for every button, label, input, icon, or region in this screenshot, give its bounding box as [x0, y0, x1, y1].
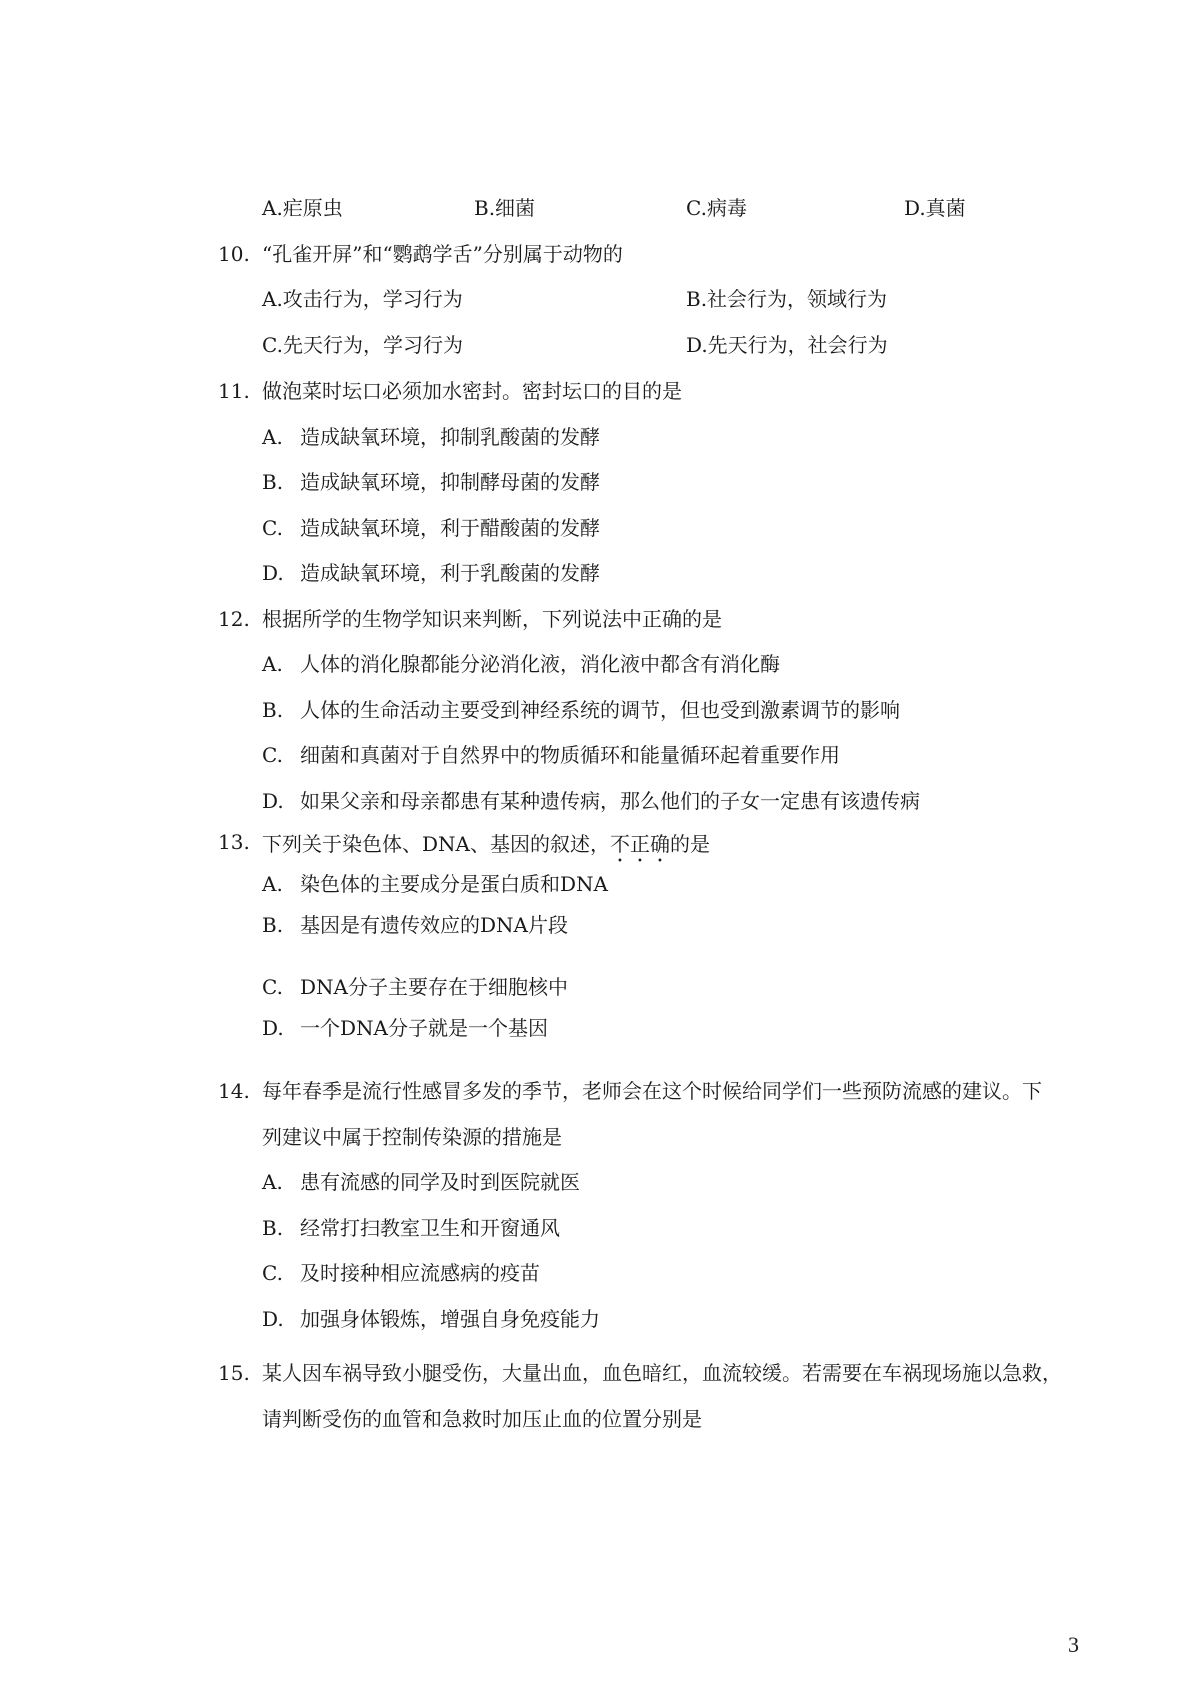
question-number: 10. — [218, 242, 250, 266]
question-stem: 做泡菜时坛口必须加水密封。密封坛口的目的是 — [262, 379, 682, 403]
question-stem: 根据所学的生物学知识来判断，下列说法中正确的是 — [262, 607, 722, 631]
question-number: 14. — [218, 1079, 250, 1103]
option-text: 造成缺氧环境，抑制乳酸菌的发酵 — [300, 425, 600, 449]
option-text: 人体的生命活动主要受到神经系统的调节，但也受到激素调节的影响 — [300, 698, 900, 722]
option-label: A. — [262, 425, 283, 449]
question-stem: 某人因车祸导致小腿受伤，大量出血，血色暗红，血流较缓。若需要在车祸现场施以急救， — [262, 1361, 1062, 1385]
question-stem: 每年春季是流行性感冒多发的季节，老师会在这个时候给同学们一些预防流感的建议。下 — [262, 1079, 1042, 1103]
question-stem: 下列关于染色体、DNA、基因的叙述，不正确的是 — [262, 832, 710, 856]
question-number: 15. — [218, 1361, 250, 1385]
option-label: B. — [262, 470, 284, 494]
option-label: D. — [262, 1307, 284, 1331]
option-label: C. — [262, 743, 283, 767]
emphasis-dots: 不正确 — [609, 832, 670, 856]
q10-option-a: A.攻击行为，学习行为 — [262, 287, 463, 311]
option-text: 一个DNA分子就是一个基因 — [300, 1016, 548, 1040]
option-label: D. — [262, 561, 284, 585]
option-text: DNA分子主要存在于细胞核中 — [300, 975, 568, 999]
option-text: 造成缺氧环境，利于乳酸菌的发酵 — [300, 561, 600, 585]
option-label: A. — [262, 1170, 283, 1194]
option-text: 患有流感的同学及时到医院就医 — [300, 1170, 580, 1194]
option-label: D. — [262, 789, 284, 813]
option-label: C. — [262, 975, 283, 999]
question-stem: “孔雀开屏”和“鹦鹉学舌”分别属于动物的 — [262, 242, 623, 266]
option-label: C. — [262, 1261, 283, 1285]
option-text: 造成缺氧环境，利于醋酸菌的发酵 — [300, 516, 600, 540]
option-text: 人体的消化腺都能分泌消化液，消化液中都含有消化酶 — [300, 652, 780, 676]
option-label: C. — [262, 516, 283, 540]
q9-option-c: C.病毒 — [686, 196, 747, 220]
question-stem: 列建议中属于控制传染源的措施是 — [262, 1125, 562, 1149]
option-label: B. — [262, 698, 284, 722]
option-label: B. — [262, 913, 284, 937]
question-number: 11. — [218, 379, 250, 403]
page-number: 3 — [1068, 1632, 1079, 1657]
option-label: A. — [262, 872, 283, 896]
option-text: 造成缺氧环境，抑制酵母菌的发酵 — [300, 470, 600, 494]
question-stem: 请判断受伤的血管和急救时加压止血的位置分别是 — [262, 1407, 702, 1431]
q10-option-d: D.先天行为，社会行为 — [686, 333, 888, 357]
q10-option-c: C.先天行为，学习行为 — [262, 333, 463, 357]
option-text: 及时接种相应流感病的疫苗 — [300, 1261, 540, 1285]
option-label: A. — [262, 652, 283, 676]
option-label: B. — [262, 1216, 284, 1240]
option-text: 经常打扫教室卫生和开窗通风 — [300, 1216, 560, 1240]
option-label: D. — [262, 1016, 284, 1040]
question-number: 13. — [218, 830, 250, 854]
q9-option-a: A.疟原虫 — [262, 196, 343, 220]
option-text: 细菌和真菌对于自然界中的物质循环和能量循环起着重要作用 — [300, 743, 840, 767]
question-number: 12. — [218, 607, 250, 631]
q9-option-d: D.真菌 — [904, 196, 966, 220]
q10-option-b: B.社会行为，领域行为 — [686, 287, 888, 311]
option-text: 染色体的主要成分是蛋白质和DNA — [300, 872, 608, 896]
option-text: 基因是有遗传效应的DNA片段 — [300, 913, 568, 937]
q9-option-b: B.细菌 — [474, 196, 536, 220]
option-text: 如果父亲和母亲都患有某种遗传病，那么他们的子女一定患有该遗传病 — [300, 789, 920, 813]
option-text: 加强身体锻炼，增强自身免疫能力 — [300, 1307, 600, 1331]
